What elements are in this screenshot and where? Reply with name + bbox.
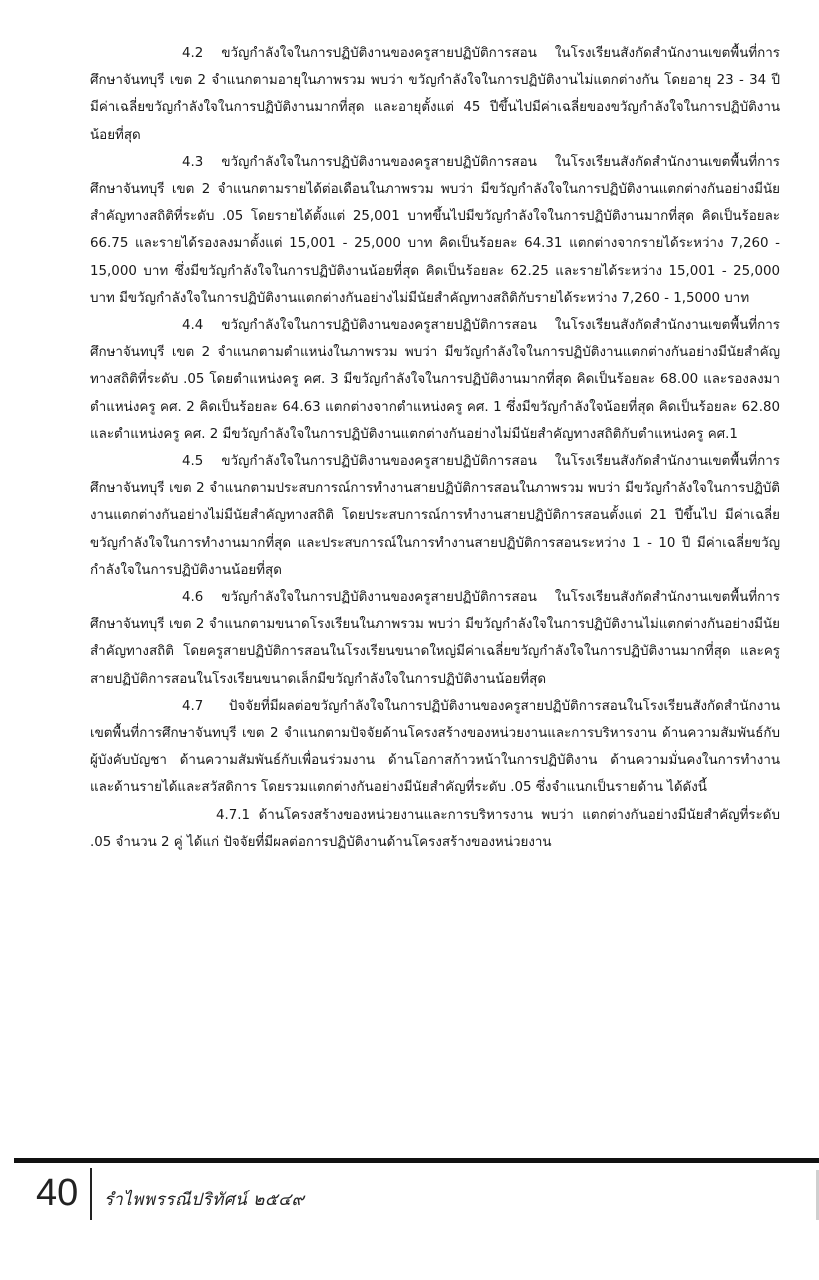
paragraph-4-6: 4.6 ขวัญกำลังใจในการปฏิบัติงานของครูสายปฏิบัติการสอน ในโรงเรียนสังกัดสำนักงานเขตพื้นที่การศึกษาจันทบุรี เขต 2 จำแนกตามขนาดโรงเรียนในภาพรวม พบว่า มีขวัญกำลังใจในการปฏิบัติงานไม่แตกต่างกันอย่างมีนัยสำคัญทางสถิติ โดยครูสายปฏิบัติการสอนในโรงเรียนขนาดใหญ่มีค่าเฉลี่ยขวัญกำลังใจในการปฏิบัติงานมากที่สุด และครูสายปฏิบัติการสอนในโรงเรียนขนาดเล็กมีขวัญกำลังใจในการปฏิบัติงานน้อยที่สุด [90, 590, 780, 687]
paragraph-4-3: 4.3 ขวัญกำลังใจในการปฏิบัติงานของครูสายปฏิบัติการสอน ในโรงเรียนสังกัดสำนักงานเขตพื้นที่การศึกษาจันทบุรี เขต 2 จำแนกตามรายได้ต่อเดือนในภาพรวม พบว่า มีขวัญกำลังใจในการปฏิบัติงานแตกต่างกันอย่างมีนัยสำคัญทางสถิติที่ระดับ .05 โดยรายได้ตั้งแต่ 25,001 บาทขึ้นไปมีขวัญกำลังใจในการปฏิบัติงานมากที่สุด คิดเป็นร้อยละ 66.75 และรายได้รองลงมาตั้งแต่ 15,001 - 25,000 บาท คิดเป็นร้อยละ 64.31 แตกต่างจากรายได้ระหว่าง 7,260 - 15,000 บาท ซึ่งมีขวัญกำลังใจในการปฏิบัติงานน้อยที่สุด คิดเป็นร้อยละ 62.25 และรายได้ระหว่าง 15,001 - 25,000 บาท มีขวัญกำลังใจในการปฏิบัติงานแตกต่างกันอย่างไม่มีนัยสำคัญทางสถิติกับรายได้ระหว่าง 7,260 - 1,5000 บาท [90, 154, 780, 306]
footer-divider [90, 1168, 92, 1220]
footer-rule [14, 1158, 819, 1163]
paragraph-4-7: 4.7 ปัจจัยที่มีผลต่อขวัญกำลังใจในการปฏิบัติงานของครูสายปฏิบัติการสอนในโรงเรียนสังกัดสำนักงานเขตพื้นที่การศึกษาจันทบุรี เขต 2 จำแนกตามปัจจัยด้านโครงสร้างของหน่วยงานและการบริหารงาน ด้านความสัมพันธ์กับผู้บังคับบัญชา ด้านความสัมพันธ์กับเพื่อนร่วมงาน ด้านโอกาสก้าวหน้าในการปฏิบัติงาน ด้านความมั่นคงในการทำงาน และด้านรายได้และสวัสดิการ โดยรวมแตกต่างกันอย่างมีนัยสำคัญที่ระดับ .05 ซึ่งจำแนกเป็นรายด้าน ได้ดังนี้ [90, 698, 780, 796]
paragraph-4-7-1: 4.7.1 ด้านโครงสร้างของหน่วยงานและการบริหารงาน พบว่า แตกต่างกันอย่างมีนัยสำคัญที่ระดับ .05 จำนวน 2 คู่ ได้แก่ ปัจจัยที่มีผลต่อการปฏิบัติงานด้านโครงสร้างของหน่วยงาน [90, 807, 780, 850]
publication-title: รำไพพรรณีปริทัศน์ ๒๕๔๙ [104, 1190, 305, 1210]
paragraph-4-4: 4.4 ขวัญกำลังใจในการปฏิบัติงานของครูสายปฏิบัติการสอน ในโรงเรียนสังกัดสำนักงานเขตพื้นที่การศึกษาจันทบุรี เขต 2 จำแนกตามตำแหน่งในภาพรวม พบว่า มีขวัญกำลังใจในการปฏิบัติงานแตกต่างกันอย่างมีนัยสำคัญทางสถิติที่ระดับ .05 โดยตำแหน่งครู คศ. 3 มีขวัญกำลังใจในการปฏิบัติงานมากที่สุด คิดเป็นร้อยละ 68.00 และรองลงมาตำแหน่งครู คศ. 2 คิดเป็นร้อยละ 64.63 แตกต่างจากตำแหน่งครู คศ. 1 ซึ่งมีขวัญกำลังใจน้อยที่สุด คิดเป็นร้อยละ 62.80 และตำแหน่งครู คศ. 2 มีขวัญกำลังใจในการปฏิบัติงานแตกต่างกันอย่างไม่มีนัยสำคัญทางสถิติกับตำแหน่งครู คศ.1 [90, 318, 780, 442]
body-text [90, 40, 780, 856]
paragraph-4-5: 4.5 ขวัญกำลังใจในการปฏิบัติงานของครูสายปฏิบัติการสอน ในโรงเรียนสังกัดสำนักงานเขตพื้นที่การศึกษาจันทบุรี เขต 2 จำแนกตามประสบการณ์การทำงานสายปฏิบัติการสอนในภาพรวม พบว่า มีขวัญกำลังใจในการปฏิบัติงานแตกต่างกันอย่างไม่มีนัยสำคัญทางสถิติ โดยประสบการณ์การทำงานสายปฏิบัติการสอนตั้งแต่ 21 ปีขึ้นไป มีค่าเฉลี่ยขวัญกำลังใจในการทำงานมากที่สุด และประสบการณ์ในการทำงานสายปฏิบัติการสอนระหว่าง 1 - 10 ปี มีค่าเฉลี่ยขวัญกำลังใจในการปฏิบัติงานน้อยที่สุด [90, 454, 780, 578]
page-number: 40 [36, 1172, 79, 1214]
paragraph-4-2: 4.2 ขวัญกำลังใจในการปฏิบัติงานของครูสายปฏิบัติการสอน ในโรงเรียนสังกัดสำนักงานเขตพื้นที่การศึกษาจันทบุรี เขต 2 จำแนกตามอายุในภาพรวม พบว่า ขวัญกำลังใจในการปฏิบัติงานไม่แตกต่างกัน โดยอายุ 23 - 34 ปี มีค่าเฉลี่ยขวัญกำลังใจในการปฏิบัติงานมากที่สุด และอายุตั้งแต่ 45 ปีขึ้นไปมีค่าเฉลี่ยของขวัญกำลังใจในการปฏิบัติงานน้อยที่สุด [90, 46, 780, 143]
